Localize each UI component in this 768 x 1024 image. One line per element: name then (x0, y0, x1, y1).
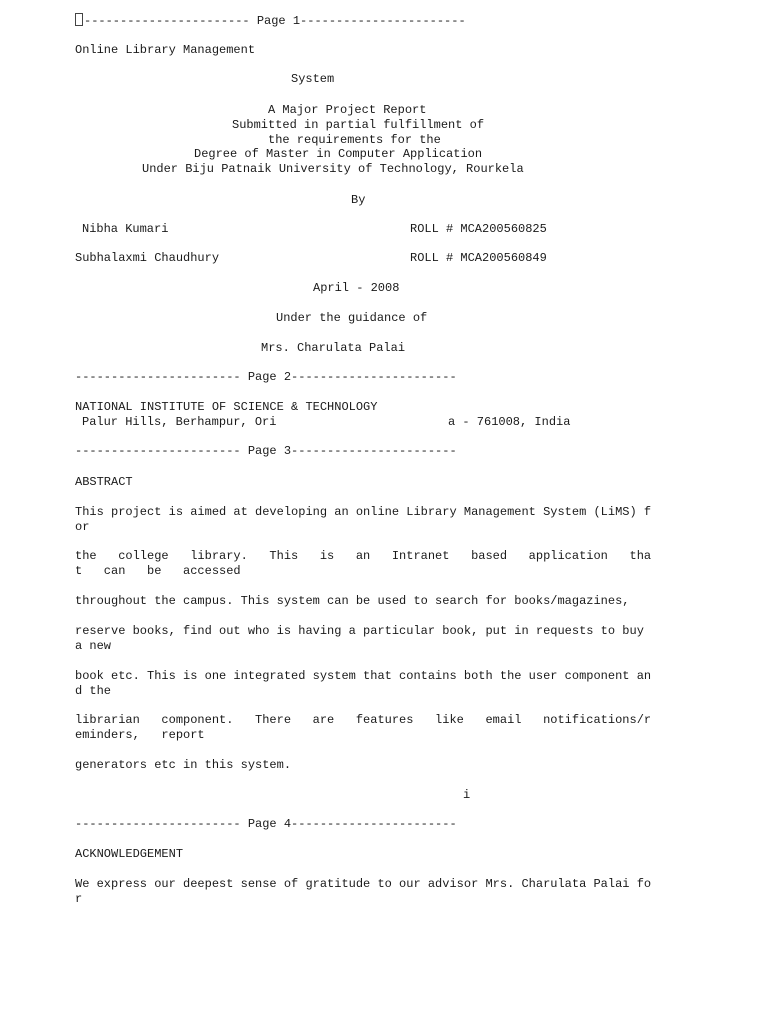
institute-address-part-1: Palur Hills, Berhampur, Ori (82, 415, 277, 429)
report-title-line-2: System (291, 72, 335, 86)
subtitle-line-4: Degree of Master in Computer Application (194, 147, 483, 161)
acknowledgement-line-wrap: r (75, 892, 83, 906)
author-2-name: Subhalaxmi Chaudhury (75, 251, 220, 265)
subtitle-line-1: A Major Project Report (268, 103, 427, 117)
abstract-line-wrap: d the (75, 684, 112, 698)
abstract-line-wrap: t can be accessed (75, 564, 241, 578)
guide-name: Mrs. Charulata Palai (261, 341, 406, 355)
by-label: By (351, 193, 366, 207)
institute-address-part-2: a - 761008, India (448, 415, 571, 429)
missing-glyph-box-icon (75, 13, 83, 26)
abstract-line: librarian component. There are features like email notifications/r (75, 713, 652, 727)
abstract-line: the college library. This is an Intranet based application tha (75, 549, 652, 563)
acknowledgement-line: We express our deepest sense of gratitude to our advisor Mrs. Charulata Palai fo (75, 877, 652, 891)
abstract-line: reserve books, find out who is having a particular book, put in requests to buy (75, 624, 644, 638)
abstract-line-wrap: a new (75, 639, 112, 653)
page-4-separator: ----------------------- Page 4----------------------- (75, 817, 457, 831)
page-2-separator: ----------------------- Page 2----------------------- (75, 370, 457, 384)
abstract-line-wrap: or (75, 520, 90, 534)
author-2-roll: ROLL # MCA200560849 (410, 251, 547, 265)
subtitle-line-5: Under Biju Patnaik University of Technology, Rourkela (142, 162, 524, 176)
guidance-label: Under the guidance of (276, 311, 428, 325)
institute-name: NATIONAL INSTITUTE OF SCIENCE & TECHNOLOGY (75, 400, 378, 414)
abstract-line: book etc. This is one integrated system that contains both the user component an (75, 669, 652, 683)
author-1-name: Nibha Kumari (82, 222, 169, 236)
abstract-heading: ABSTRACT (75, 475, 133, 489)
abstract-line: throughout the campus. This system can be used to search for books/magazines, (75, 594, 630, 608)
abstract-line-wrap: eminders, report (75, 728, 205, 742)
author-1-roll: ROLL # MCA200560825 (410, 222, 547, 236)
page-1-separator: ----------------------- Page 1----------------------- (75, 13, 466, 29)
page-number: i (463, 788, 471, 802)
page-3-separator: ----------------------- Page 3----------------------- (75, 444, 457, 458)
subtitle-line-2: Submitted in partial fulfillment of (232, 118, 485, 132)
abstract-line: This project is aimed at developing an online Library Management System (LiMS) f (75, 505, 652, 519)
report-title-line-1: Online Library Management (75, 43, 256, 57)
abstract-line: generators etc in this system. (75, 758, 292, 772)
report-date: April - 2008 (313, 281, 400, 295)
acknowledgement-heading: ACKNOWLEDGEMENT (75, 847, 184, 861)
subtitle-line-3: the requirements for the (268, 133, 441, 147)
